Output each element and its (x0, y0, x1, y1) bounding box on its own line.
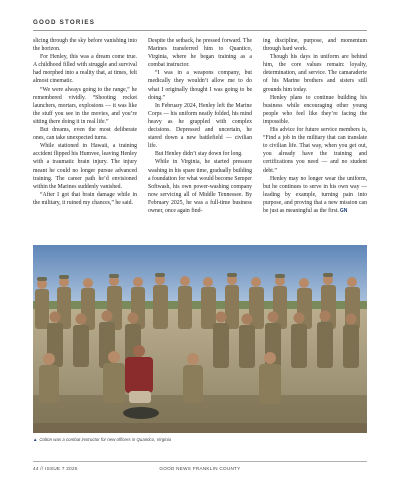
paragraph: slicing through the sky before vanishing into the horizon. (33, 38, 137, 53)
paragraph: For Henley, this was a dream come true. A childhood filled with struggle and survival had morphed into a reality that, at times, felt almost cinematic. (33, 54, 137, 85)
paragraph: Henley plans to continue building his business while encouraging other young people who feel like they’re facing the impossible. (263, 94, 367, 125)
paragraph: His advice for future service members is, “Find a job in the military that can translate to civilian life. That way, when you get out, you already have the training and certifications you need — and no student debt.” (263, 127, 367, 174)
paragraph: While stationed in Hawaii, a training accident flipped his Humvee, leaving Henley with a traumatic brain injury. The injury meant he could no longer pursue advanced training. The career path he’d envisioned within the Marines suddenly vanished. (33, 143, 137, 190)
paragraph: ing discipline, purpose, and momentum through hard work. (263, 38, 367, 53)
paragraph-text: Henley may no longer wear the uniform, but he continues to serve in his own way — leading by example, turning pain into purpose, and proving that a new mission can be just as meaningful as the first. (263, 175, 367, 214)
text-column-2 (148, 37, 252, 215)
paragraph: In February 2024, Henley left the Marine Corps — his uniform neatly folded, his mind heavy as he grappled with complex decisions. Depressed and uncertain, he stared down a new battlefield — civilian life. (148, 102, 252, 150)
folio: 44 // ISSUE 7 2025 (33, 466, 78, 471)
end-mark: GN (339, 207, 348, 214)
paragraph (263, 175, 367, 215)
group-photo (33, 245, 367, 433)
paragraph: “We were always going to the range,” he remembered vividly. “Shooting rocket launchers, mortars, explosions — it was like the stuff you see in the movies, and you’re sitting there doing it in real life.” (33, 86, 137, 125)
caption-marker: ▲ (33, 437, 38, 442)
text-column-3 (263, 37, 367, 215)
caption-text: Colton was a combat instructor for new officers in Quantico, Virginia (39, 437, 172, 442)
paragraph: But dreams, even the most deliberate ones, can take unexpected turns. (33, 127, 137, 142)
footer-rule (33, 461, 367, 462)
photo-caption (33, 437, 367, 442)
text-column-1 (33, 37, 137, 215)
paragraph: Despite the setback, he pressed forward. The Marines transferred him to Quantico, Virginia, where he began training as a combat instructor. (148, 38, 252, 69)
section-label: GOOD STORIES (33, 19, 96, 26)
paragraph: “After I got that brain damage while in the military, it ruined my chances,” he said. (33, 191, 137, 206)
header-rule (33, 30, 367, 31)
publication-name: GOOD NEWS FRANKLIN COUNTY (159, 466, 241, 471)
paragraph: While in Virginia, he started pressure washing in his spare time, gradually building a foundation for what would become Semper Softwash, his own power-washing company now servicing all of Middle Tennessee. By February 2025, he was a full-time business owner, once again find- (148, 159, 252, 214)
paragraph: Though his days in uniform are behind him, the core values remain: loyalty, determination, and service. The camaraderie of his Marine brothers and sisters still grounds him today. (263, 54, 367, 93)
article-body (33, 37, 367, 215)
paragraph: But Henley didn’t stay down for long. (155, 151, 243, 158)
paragraph: “I was in a weapons company, but medically they wouldn’t allow me to do what I originally thought I was going to be doing.” (148, 70, 252, 101)
